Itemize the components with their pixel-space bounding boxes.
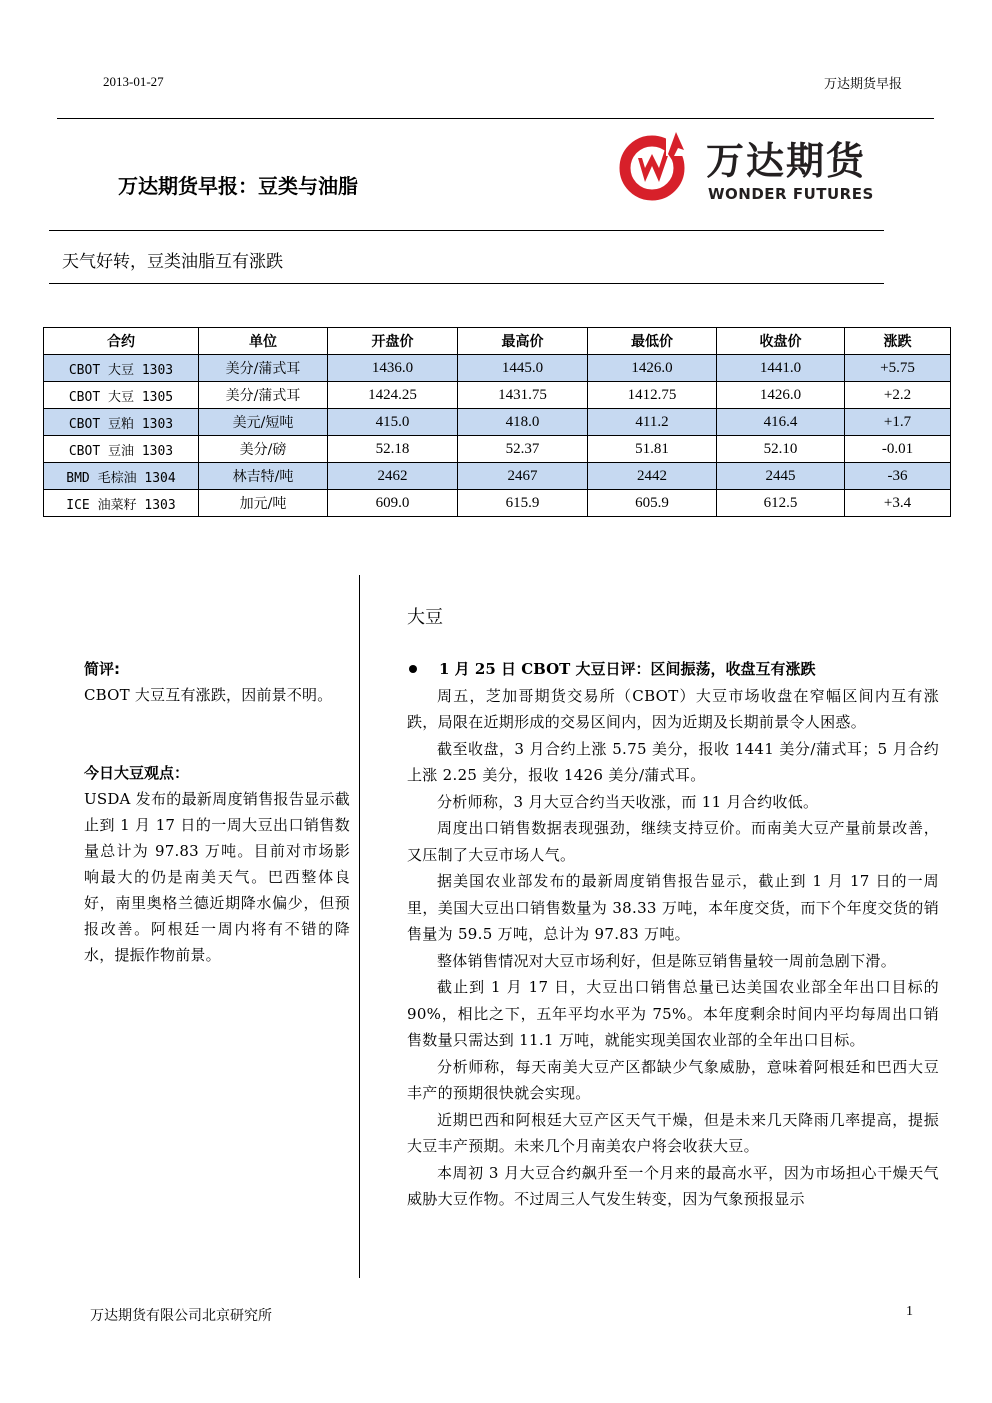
article-paragraph: 周度出口销售数据表现强劲，继续支持豆价。而南美大豆产量前景改善，又压制了大豆市场人气。 [407, 819, 939, 864]
article-paragraph: 据美国农业部发布的最新周度销售报告显示，截止到 1 月 17 日的一周里，美国大豆出口销售数量为 38.33 万吨，本年度交货，而下个年度交货的销售量为 59.5 万吨，总计为 97.83 万吨。 [407, 872, 939, 943]
table-row [44, 382, 951, 409]
page-title: 万达期货早报：豆类与油脂 [118, 174, 358, 198]
table-cell: 416.4 [717, 409, 845, 436]
table-cell: CBOT 豆粕 1303 [44, 409, 199, 436]
table-cell: -36 [845, 463, 951, 490]
table-cell: 1426.0 [588, 355, 717, 382]
table-row [44, 355, 951, 382]
article-paragraph: 分析师称，3 月大豆合约当天收涨，而 11 月合约收低。 [437, 792, 819, 811]
sidebar-comment [84, 656, 350, 708]
main-article [407, 656, 939, 1213]
table-cell: 52.10 [717, 436, 845, 463]
table-cell: CBOT 豆油 1303 [44, 436, 199, 463]
table-cell: 2442 [588, 463, 717, 490]
table-cell: 52.18 [328, 436, 458, 463]
col-header: 开盘价 [328, 328, 458, 355]
comment-text: CBOT 大豆互有涨跌，因前景不明。 [84, 686, 333, 704]
title-rule [49, 230, 884, 231]
table-cell: -0.01 [845, 436, 951, 463]
view-heading: 今日大豆观点： [84, 764, 190, 782]
article-paragraph: 分析师称，每天南美大豆产区都缺少气象威胁，意味着阿根廷和巴西大豆丰产的预期很快就会实现。 [407, 1057, 939, 1102]
col-header: 单位 [199, 328, 328, 355]
table-cell: 1436.0 [328, 355, 458, 382]
header-rule [57, 118, 934, 119]
table-cell: CBOT 大豆 1303 [44, 355, 199, 382]
column-divider [359, 575, 360, 1278]
sidebar-view [84, 760, 350, 968]
table-cell: 1431.75 [458, 382, 588, 409]
table-cell: 加元/吨 [199, 490, 328, 517]
table-cell: 1412.75 [588, 382, 717, 409]
table-cell: BMD 毛棕油 1304 [44, 463, 199, 490]
header-brand: 万达期货早报 [823, 77, 902, 92]
logo-text-en: WONDER FUTURES [708, 185, 874, 203]
company-logo [618, 128, 893, 208]
table-cell: 美分/蒲式耳 [199, 355, 328, 382]
view-text: USDA 发布的最新周度销售报告显示截止到 1 月 17 日的一周大豆出口销售数量总计为 97.83 万吨。目前对市场影响最大的仍是南美天气。巴西整体良好，南里奥格兰德近期降水偏少，但预报改善。阿根廷一周内将有不错的降水，提振作物前景。 [84, 790, 350, 964]
table-row [44, 463, 951, 490]
table-cell: 林吉特/吨 [199, 463, 328, 490]
article-paragraph: 周五，芝加哥期货交易所（CBOT）大豆市场收盘在窄幅区间内互有涨跌，局限在近期形成的交易区间内，因为近期及长期前景令人困惑。 [407, 686, 939, 731]
table-cell: 1441.0 [717, 355, 845, 382]
table-cell: 1426.0 [717, 382, 845, 409]
table-cell: 609.0 [328, 490, 458, 517]
table-cell: 美分/蒲式耳 [199, 382, 328, 409]
table-cell: 2467 [458, 463, 588, 490]
col-header: 合约 [44, 328, 199, 355]
logo-text-cn: 万达期货 [706, 139, 867, 183]
table-cell: CBOT 大豆 1305 [44, 382, 199, 409]
quotes-table [43, 327, 951, 517]
table-cell: +3.4 [845, 490, 951, 517]
table-cell: 605.9 [588, 490, 717, 517]
table-cell: 美元/短吨 [199, 409, 328, 436]
table-row [44, 436, 951, 463]
col-header: 最高价 [458, 328, 588, 355]
table-cell: +1.7 [845, 409, 951, 436]
table-cell: 415.0 [328, 409, 458, 436]
subtitle: 天气好转，豆类油脂互有涨跌 [62, 252, 283, 272]
article-paragraph: 本周初 3 月大豆合约飙升至一个月来的最高水平，因为市场担心干燥天气威胁大豆作物。不过周三人气发生转变，因为气象预报显示 [407, 1163, 939, 1208]
table-cell: +2.2 [845, 382, 951, 409]
article-lead: 1 月 25 日 CBOT 大豆日评：区间振荡，收盘互有涨跌 [407, 656, 939, 683]
table-header-row [44, 328, 951, 355]
table-cell: 2462 [328, 463, 458, 490]
footer-company: 万达期货有限公司北京研究所 [90, 1308, 272, 1324]
table-cell: 52.37 [458, 436, 588, 463]
table-cell: 51.81 [588, 436, 717, 463]
col-header: 最低价 [588, 328, 717, 355]
article-paragraph: 截至收盘，3 月合约上涨 5.75 美分，报收 1441 美分/蒲式耳；5 月合约上涨 2.25 美分，报收 1426 美分/蒲式耳。 [407, 739, 939, 784]
article-paragraph: 近期巴西和阿根廷大豆产区天气干燥，但是未来几天降雨几率提高，提振大豆丰产预期。未来几个月南美农户将会收获大豆。 [407, 1110, 939, 1155]
col-header: 涨跌 [845, 328, 951, 355]
page-number: 1 [906, 1304, 913, 1319]
table-cell: 411.2 [588, 409, 717, 436]
article-paragraph: 截止到 1 月 17 日，大豆出口销售总量已达美国农业部全年出口目标的 90%，相比之下，五年平均水平为 75%。本年度剩余时间内平均每周出口销售数量只需达到 11.1 万吨，就能实现美国农业部的全年出口目标。 [407, 978, 939, 1049]
col-header: 收盘价 [717, 328, 845, 355]
table-cell: 1445.0 [458, 355, 588, 382]
table-cell: 615.9 [458, 490, 588, 517]
subtitle-rule [49, 283, 884, 284]
table-cell: ICE 油菜籽 1303 [44, 490, 199, 517]
article-paragraph: 整体销售情况对大豆市场利好，但是陈豆销售量较一周前急剧下滑。 [437, 951, 897, 970]
table-cell: 美分/磅 [199, 436, 328, 463]
table-cell: +5.75 [845, 355, 951, 382]
table-cell: 612.5 [717, 490, 845, 517]
section-title: 大豆 [407, 607, 443, 628]
table-row [44, 490, 951, 517]
table-cell: 2445 [717, 463, 845, 490]
table-cell: 1424.25 [328, 382, 458, 409]
comment-heading: 简评: [84, 660, 120, 678]
table-cell: 418.0 [458, 409, 588, 436]
report-date: 2013-01-27 [103, 74, 164, 89]
table-row [44, 409, 951, 436]
